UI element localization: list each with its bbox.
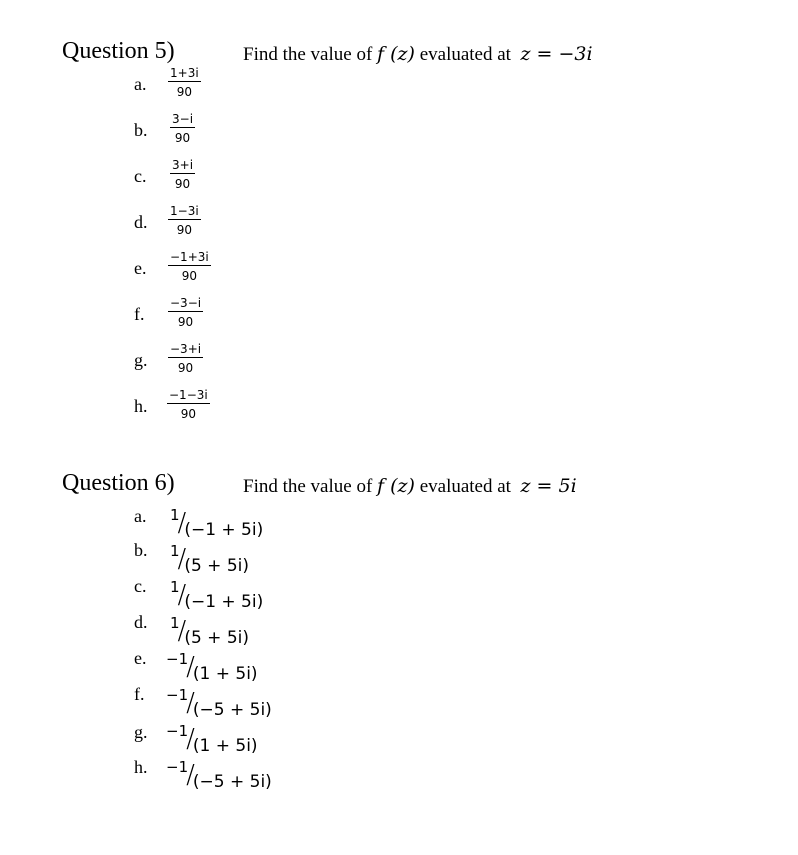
fraction-slash: / <box>186 652 195 682</box>
denominator: (1 + 5i) <box>192 664 258 684</box>
prompt-function: f (z) <box>377 43 415 65</box>
numerator: −3−i <box>170 296 202 310</box>
denominator: 90 <box>181 269 197 283</box>
numerator: 1 <box>170 542 180 560</box>
denominator: 90 <box>174 177 191 191</box>
option-label: b. <box>134 120 148 140</box>
fraction-slash: / <box>186 760 195 790</box>
fraction-slash: / <box>177 508 187 538</box>
option-label: e. <box>134 648 147 668</box>
denominator: 90 <box>177 361 194 375</box>
denominator: (−1 + 5i) <box>184 592 264 612</box>
question-6-title: Question 6) <box>62 470 175 496</box>
option-fraction <box>168 251 211 282</box>
option-fraction <box>170 614 249 648</box>
question-6-prompt <box>243 475 577 498</box>
denominator: 90 <box>174 131 191 145</box>
option-label: d. <box>134 212 148 232</box>
option-label: a. <box>134 74 147 94</box>
numerator: −1 <box>166 758 189 776</box>
numerator: 1 <box>170 614 180 632</box>
prompt-point: z = 5i <box>520 475 577 497</box>
option-label: g. <box>134 722 148 742</box>
numerator: 3+i <box>172 158 194 172</box>
option-label: h. <box>134 757 148 777</box>
option-label: g. <box>134 350 148 370</box>
numerator: −1−3i <box>169 388 208 402</box>
option-label: d. <box>134 612 148 632</box>
question-5-title: Question 5) <box>62 38 175 64</box>
fraction-slash: / <box>186 724 195 754</box>
denominator: (−1 + 5i) <box>184 520 264 540</box>
denominator: (1 + 5i) <box>192 736 258 756</box>
option-fraction <box>168 297 203 328</box>
option-label: c. <box>134 576 147 596</box>
denominator: (−5 + 5i) <box>192 772 272 792</box>
option-fraction <box>170 542 249 576</box>
fraction-slash: / <box>177 580 187 610</box>
question-5-prompt <box>243 43 593 66</box>
option-fraction <box>170 159 195 190</box>
numerator: 1+3i <box>170 66 199 80</box>
option-label: e. <box>134 258 147 278</box>
fraction-slash: / <box>186 688 195 718</box>
option-fraction <box>168 205 201 236</box>
option-fraction <box>166 758 272 792</box>
option-fraction <box>166 686 272 720</box>
option-fraction <box>170 578 264 612</box>
fraction-slash: / <box>177 544 187 574</box>
option-fraction <box>168 67 201 98</box>
denominator: 90 <box>176 223 192 237</box>
numerator: −3+i <box>170 342 202 356</box>
option-label: b. <box>134 540 148 560</box>
denominator: 90 <box>176 85 192 99</box>
prompt-text: Find the value of <box>243 476 373 497</box>
numerator: −1 <box>166 722 189 740</box>
denominator: 90 <box>177 315 194 329</box>
prompt-point: z = −3i <box>520 43 593 65</box>
option-label: h. <box>134 396 148 416</box>
option-label: a. <box>134 506 147 526</box>
option-fraction <box>167 389 210 420</box>
denominator: (5 + 5i) <box>184 628 249 648</box>
numerator: −1 <box>166 686 189 704</box>
option-label: c. <box>134 166 147 186</box>
numerator: 1 <box>170 578 180 596</box>
option-label: f. <box>134 684 145 704</box>
prompt-mid-text: evaluated at <box>419 44 511 65</box>
option-fraction <box>170 506 264 540</box>
numerator: 1−3i <box>170 204 199 218</box>
numerator: 1 <box>170 506 180 524</box>
denominator: (5 + 5i) <box>184 556 249 576</box>
option-label: f. <box>134 304 145 324</box>
numerator: −1+3i <box>170 250 209 264</box>
denominator: 90 <box>180 407 196 421</box>
fraction-slash: / <box>177 616 187 646</box>
numerator: 3−i <box>172 112 194 126</box>
option-fraction <box>166 650 258 684</box>
prompt-text: Find the value of <box>243 44 373 65</box>
option-fraction <box>170 113 195 144</box>
numerator: −1 <box>166 650 189 668</box>
denominator: (−5 + 5i) <box>192 700 272 720</box>
option-fraction <box>168 343 203 374</box>
prompt-mid-text: evaluated at <box>419 476 511 497</box>
option-fraction <box>166 722 258 756</box>
prompt-function: f (z) <box>377 475 415 497</box>
